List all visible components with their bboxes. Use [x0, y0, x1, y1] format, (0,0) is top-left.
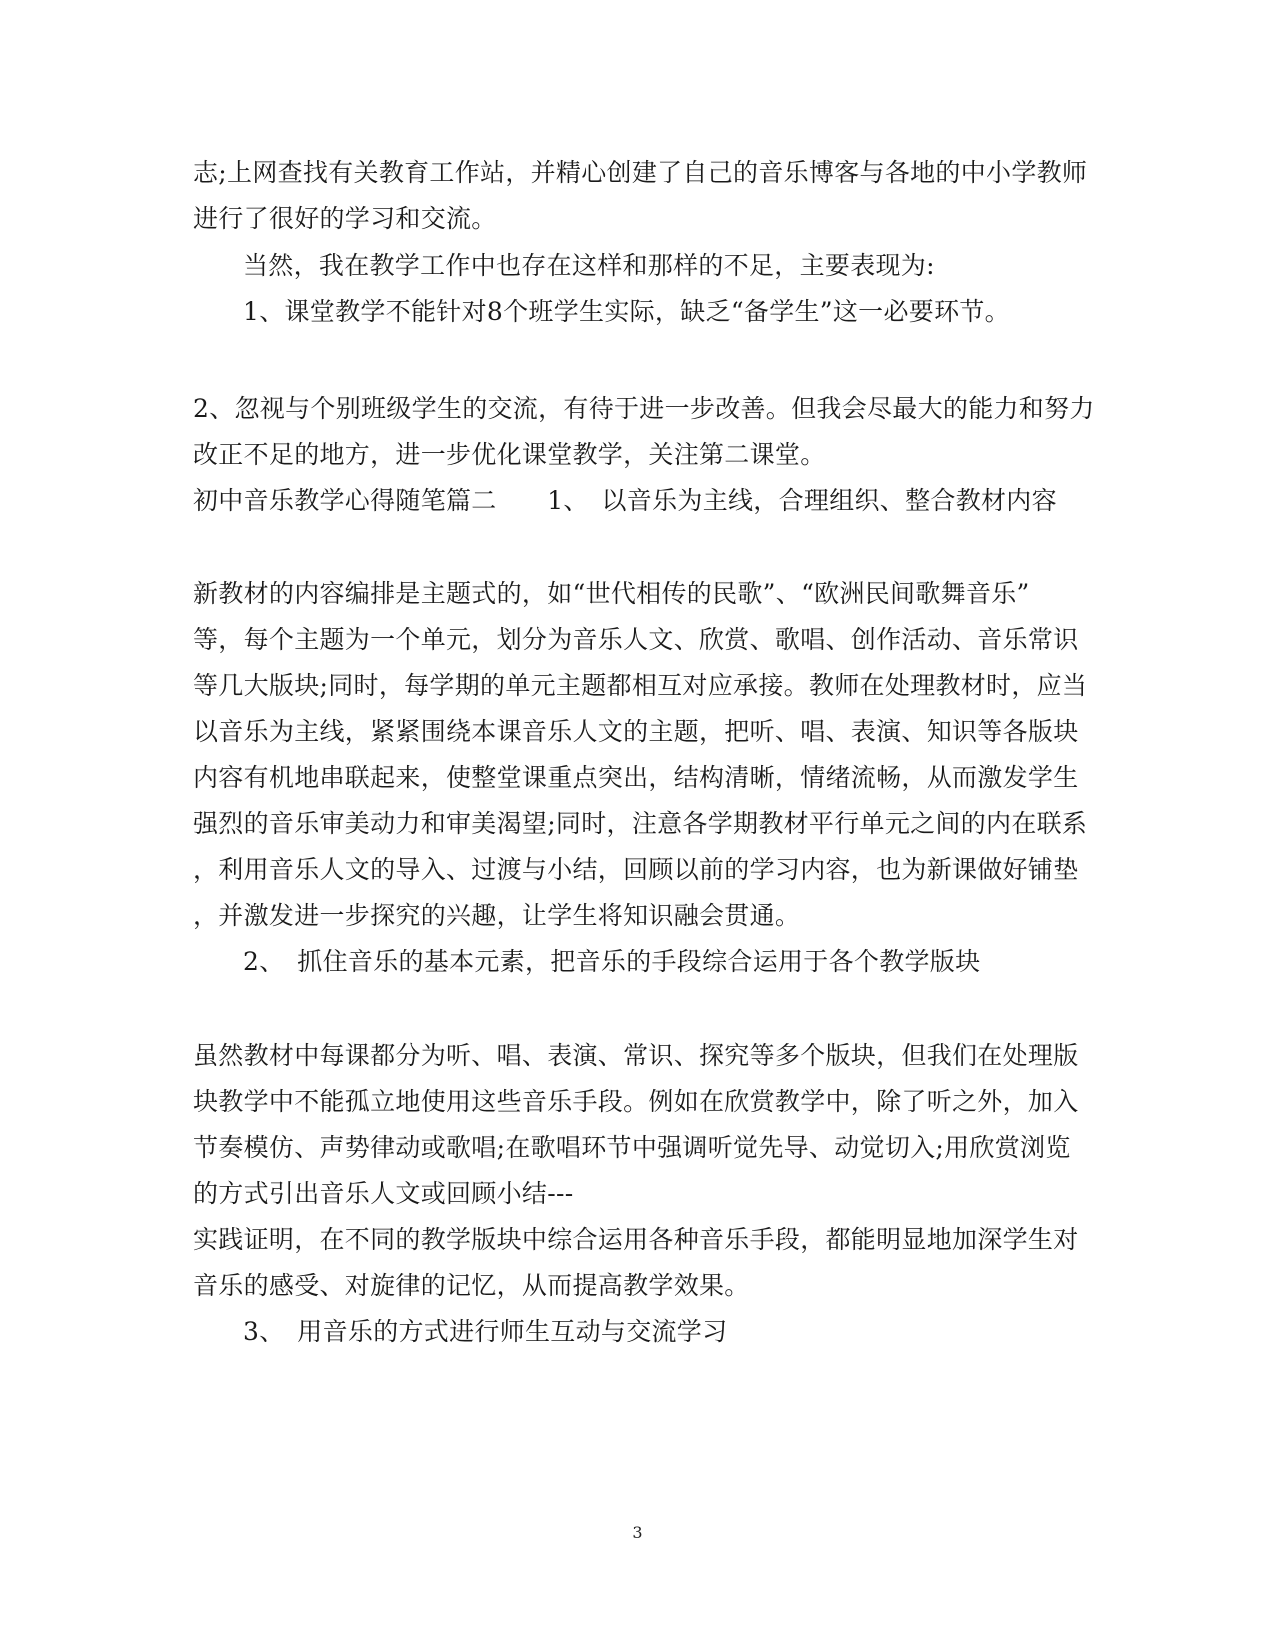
text-line: 志;上网查找有关教育工作站，并精心创建了自己的音乐博客与各地的中小学教师 — [193, 158, 1088, 187]
text-line: 节奏模仿、声势律动或歌唱;在歌唱环节中强调听觉先导、动觉切入;用欣赏浏览 — [193, 1133, 1071, 1162]
section-heading: 初中音乐教学心得随笔篇二 1、 以音乐为主线，合理组织、整合教材内容 — [193, 486, 1057, 515]
text-line: 虽然教材中每课都分为听、唱、表演、常识、探究等多个版块，但我们在处理版 — [193, 1041, 1079, 1070]
text-line: 等，每个主题为一个单元，划分为音乐人文、欣赏、歌唱、创作活动、音乐常识 — [193, 625, 1079, 654]
text-line: 新教材的内容编排是主题式的，如“世代相传的民歌”、“欧洲民间歌舞音乐” — [193, 579, 1030, 608]
text-line: 当然，我在教学工作中也存在这样和那样的不足，主要表现为: — [243, 251, 935, 280]
text-line: 改正不足的地方，进一步优化课堂教学，关注第二课堂。 — [193, 440, 826, 469]
text-line: 1、课堂教学不能针对8个班学生实际，缺乏“备学生”这一必要环节。 — [243, 297, 1010, 326]
text-line: 强烈的音乐审美动力和审美渴望;同时，注意各学期教材平行单元之间的内在联系 — [193, 809, 1088, 838]
text-line: 内容有机地串联起来，使整堂课重点突出，结构清晰，情绪流畅，从而激发学生 — [193, 763, 1079, 792]
text-line: ，并激发进一步探究的兴趣，让学生将知识融会贯通。 — [193, 901, 801, 930]
text-line: 实践证明，在不同的教学版块中综合运用各种音乐手段，都能明显地加深学生对 — [193, 1225, 1079, 1254]
text-line: 以音乐为主线，紧紧围绕本课音乐人文的主题，把听、唱、表演、知识等各版块 — [193, 717, 1079, 746]
text-line: 等几大版块;同时，每学期的单元主题都相互对应承接。教师在处理教材时，应当 — [193, 671, 1088, 700]
page-number: 3 — [632, 1523, 643, 1542]
text-line: 块教学中不能孤立地使用这些音乐手段。例如在欣赏教学中，除了听之外，加入 — [193, 1087, 1079, 1116]
section-heading: 2、 抓住音乐的基本元素，把音乐的手段综合运用于各个教学版块 — [243, 947, 981, 976]
text-line: 的方式引出音乐人文或回顾小结--- — [193, 1179, 574, 1208]
section-heading: 3、 用音乐的方式进行师生互动与交流学习 — [243, 1317, 728, 1346]
text-line: 2、忽视与个别班级学生的交流，有待于进一步改善。但我会尽最大的能力和努力 — [193, 394, 1095, 423]
text-line: 进行了很好的学习和交流。 — [193, 204, 497, 233]
text-line: 音乐的感受、对旋律的记忆，从而提高教学效果。 — [193, 1271, 750, 1300]
text-line: ，利用音乐人文的导入、过渡与小结，回顾以前的学习内容，也为新课做好铺垫 — [193, 855, 1079, 884]
